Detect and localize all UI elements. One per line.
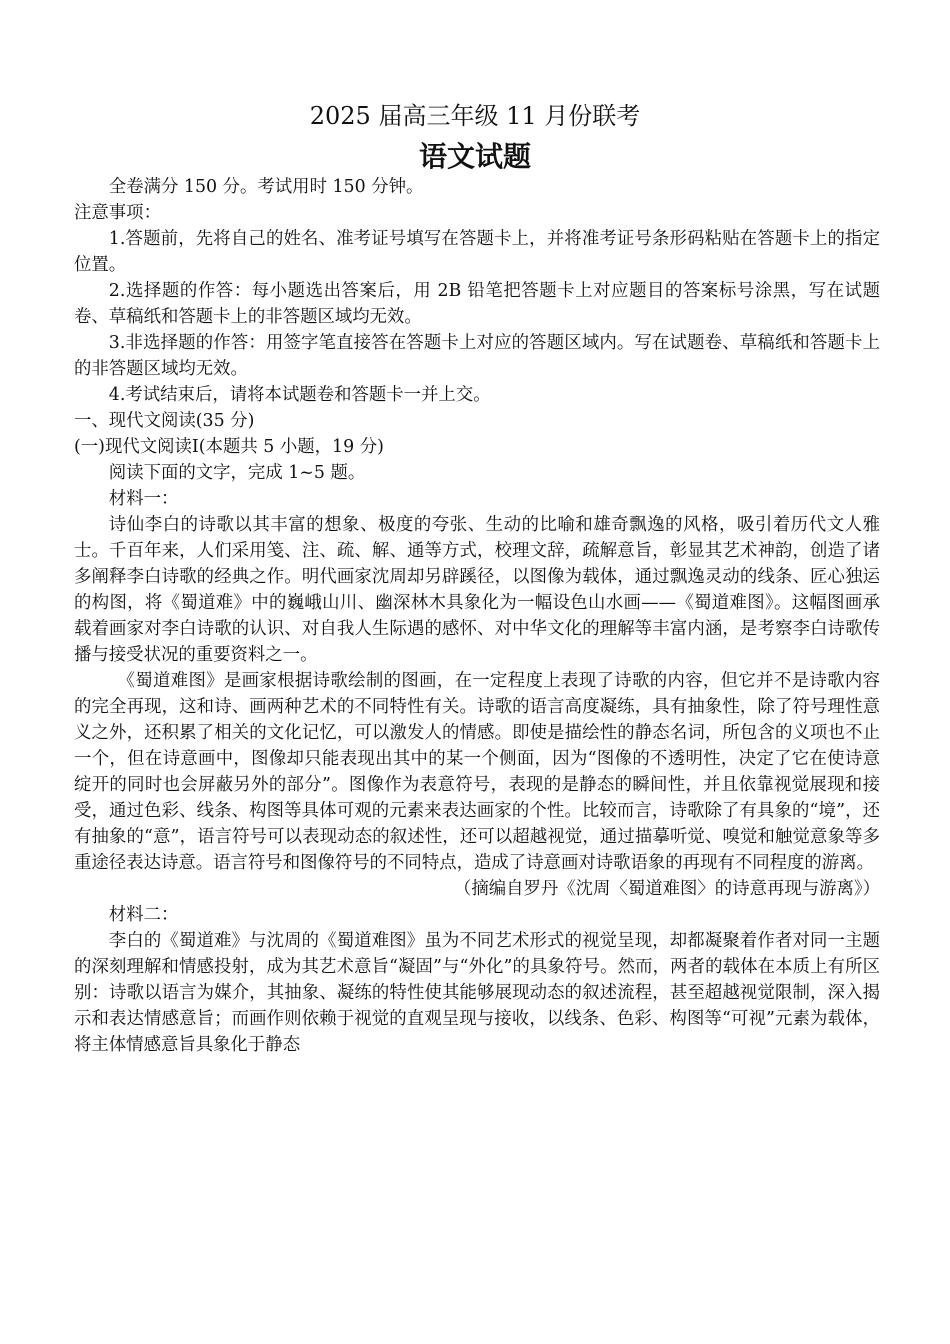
material-source: （摘编自罗丹《沈周〈蜀道难图〉的诗意再现与游离》） bbox=[453, 879, 880, 899]
exam-title: 2025 届高三年级 11 月份联考 bbox=[309, 102, 641, 130]
score-line: 全卷满分 150 分。考试用时 150 分钟。 bbox=[108, 177, 424, 197]
material-paragraph: 《蜀道难图》是画家根据诗歌绘制的图画，在一定程度上表现了诗歌的内容，但它并不是诗歌内容的完全再现，这和诗、画两种艺术的不同特性有关。诗歌的语言高度凝练，具有抽象性，除了符号理性意义之外，还积累了相关的文化记忆，可以激发人的情感。即使是描绘性的静态名词，所包含的义项也不止一个，但在诗意画中，图像却只能表现出其中的某一个侧面，因为“图像的不透明性，决定了它在使诗意绽开的同时也会屏蔽另外的部分”。图像作为表意符号，表现的是静态的瞬间性，并且依靠视觉展现和接受，通过色彩、线条、构图等具体可观的元素来表达画家的个性。比较而言，诗歌除了有具象的“境”，还有抽象的“意”，语言符号可以表现动态的叙述性，还可以超越视觉，通过描摹听觉、嗅觉和触觉意象等多重途径表达诗意。语言符号和图像符号的不同特点，造成了诗意画对诗歌语象的再现有不同程度的游离。 bbox=[74, 671, 880, 873]
exam-content bbox=[74, 174, 880, 1058]
notice-heading: 注意事项： bbox=[74, 203, 161, 223]
material-label: 材料一： bbox=[108, 489, 179, 509]
notice-item: 4.考试结束后，请将本试题卷和答题卡一并上交。 bbox=[108, 385, 491, 405]
notice-item: 3.非选择题的作答：用签字笔直接答在答题卡上对应的答题区域内。写在试题卷、草稿纸和答题卡上的非答题区域均无效。 bbox=[74, 333, 880, 379]
notice-item: 1.答题前，先将自己的姓名、准考证号填写在答题卡上，并将准考证号条形码粘贴在答题卡上的指定位置。 bbox=[74, 229, 880, 275]
section-heading: 一、现代文阅读(35 分) bbox=[74, 411, 255, 431]
material-paragraph: 诗仙李白的诗歌以其丰富的想象、极度的夸张、生动的比喻和雄奇飘逸的风格，吸引着历代文人雅士。千百年来，人们采用笺、注、疏、解、通等方式，校理文辞，疏解意旨，彰显其艺术神韵，创造了诸多阐释李白诗歌的经典之作。明代画家沈周却另辟蹊径，以图像为载体，通过飘逸灵动的线条、匠心独运的构图，将《蜀道难》中的巍峨山川、幽深林木具象化为一幅设色山水画——《蜀道难图》。这幅图画承载着画家对李白诗歌的认识、对自我人生际遇的感怀、对中华文化的理解等丰富内涵，是考察李白诗歌传播与接受状况的重要资料之一。 bbox=[74, 515, 880, 665]
material-paragraph: 李白的《蜀道难》与沈周的《蜀道难图》虽为不同艺术形式的视觉呈现，却都凝聚着作者对同一主题的深刻理解和情感投射，成为其艺术意旨“凝固”与“外化”的具象符号。然而，两者的载体在本质上有所区别：诗歌以语言为媒介，其抽象、凝练的特性使其能够展现动态的叙述流程，甚至超越视觉限制，深入揭示和表达情感意旨；而画作则依赖于视觉的直观呈现与接收，以线条、色彩、构图等“可视”元素为载体，将主体情感意旨具象化于静态 bbox=[74, 931, 880, 1055]
notice-item: 2.选择题的作答：每小题选出答案后，用 2B 铅笔把答题卡上对应题目的答案标号涂黑，写在试题卷、草稿纸和答题卡上的非答题区域均无效。 bbox=[74, 281, 880, 327]
exam-subtitle: 语文试题 bbox=[418, 140, 531, 173]
subsection-heading: (一)现代文阅读Ⅰ(本题共 5 小题，19 分) bbox=[74, 437, 384, 457]
material-label: 材料二： bbox=[108, 905, 179, 925]
reading-instruction: 阅读下面的文字，完成 1~5 题。 bbox=[108, 463, 366, 483]
